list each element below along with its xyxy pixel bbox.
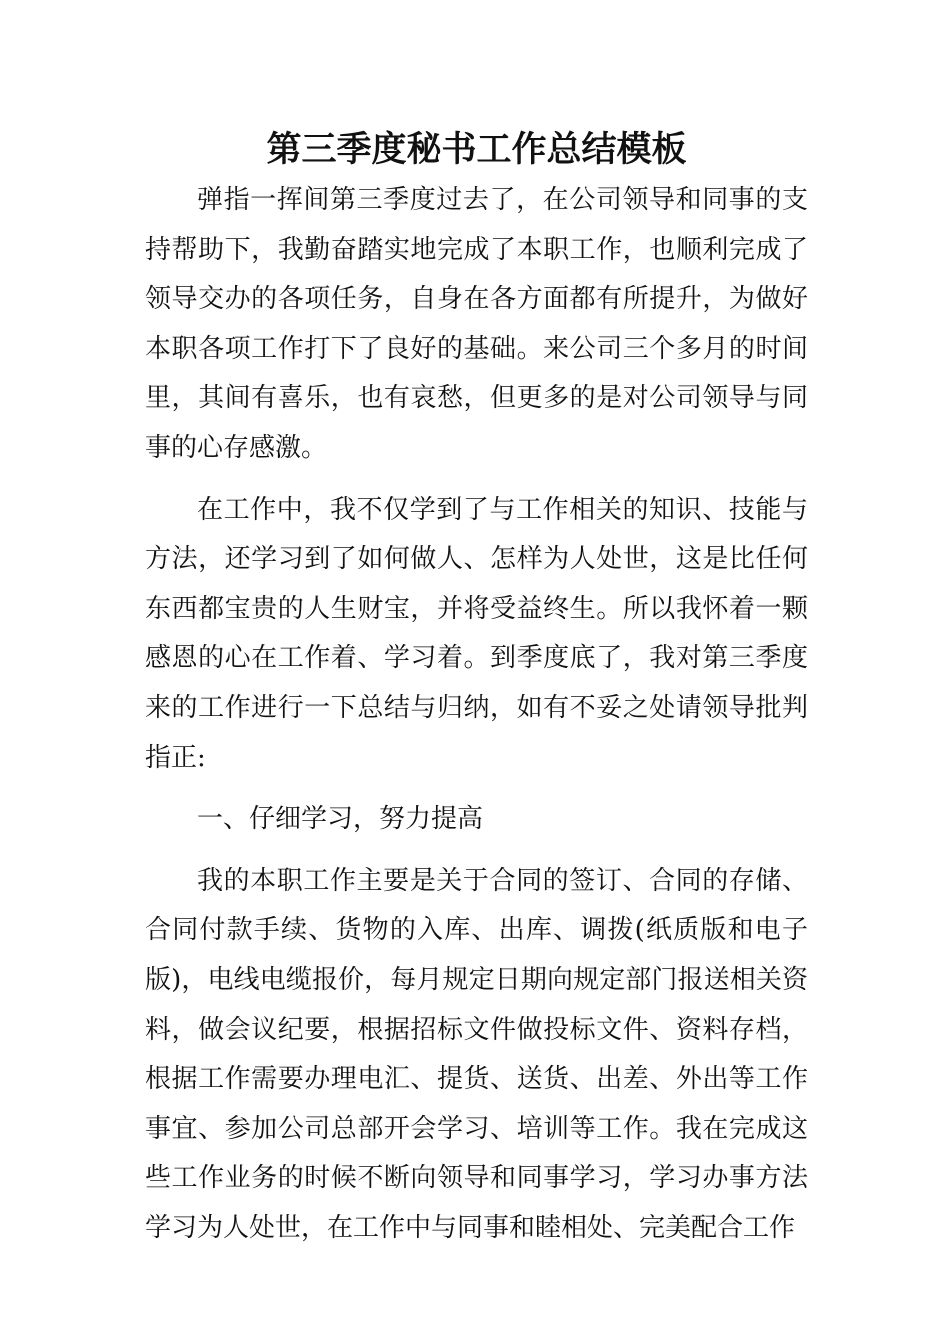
document-body [145,122,808,1253]
paragraph-duties: 我的本职工作主要是关于合同的签订、合同的存储、合同付款手续、货物的入库、出库、调拨(纸质版和电子版)，电线电缆报价，每月规定日期向规定部门报送相关资料，做会议纪要，根据招标文件做投标文件、资料存档，根据工作需要办理电汇、提货、送货、出差、外出等工作事宜、参加公司总部开会学习、培训等工作。我在完成这些工作业务的时候不断向领导和同事学习，学习办事方法学习为人处世，在工作中与同事和睦相处、完美配合工作 [145,865,808,1243]
section-heading-1: 一、仔细学习，努力提高 [197,804,484,835]
paragraph-intro: 弹指一挥间第三季度过去了，在公司领导和同事的支持帮助下，我勤奋踏实地完成了本职工作，也顺利完成了领导交办的各项任务，自身在各方面都有所提升，为做好本职各项工作打下了良好的基础。来公司三个多月的时间里，其间有喜乐，也有哀愁，但更多的是对公司领导与同事的心存感激。 [145,185,808,463]
paragraph-learning: 在工作中，我不仅学到了与工作相关的知识、技能与方法，还学习到了如何做人、怎样为人处世，这是比任何东西都宝贵的人生财宝，并将受益终生。所以我怀着一颗感恩的心在工作着、学习着。到季度底了，我对第三季度来的工作进行一下总结与归纳，如有不妥之处请领导批判指正: [145,494,808,773]
document-title: 第三季度秘书工作总结模板 [266,130,687,170]
